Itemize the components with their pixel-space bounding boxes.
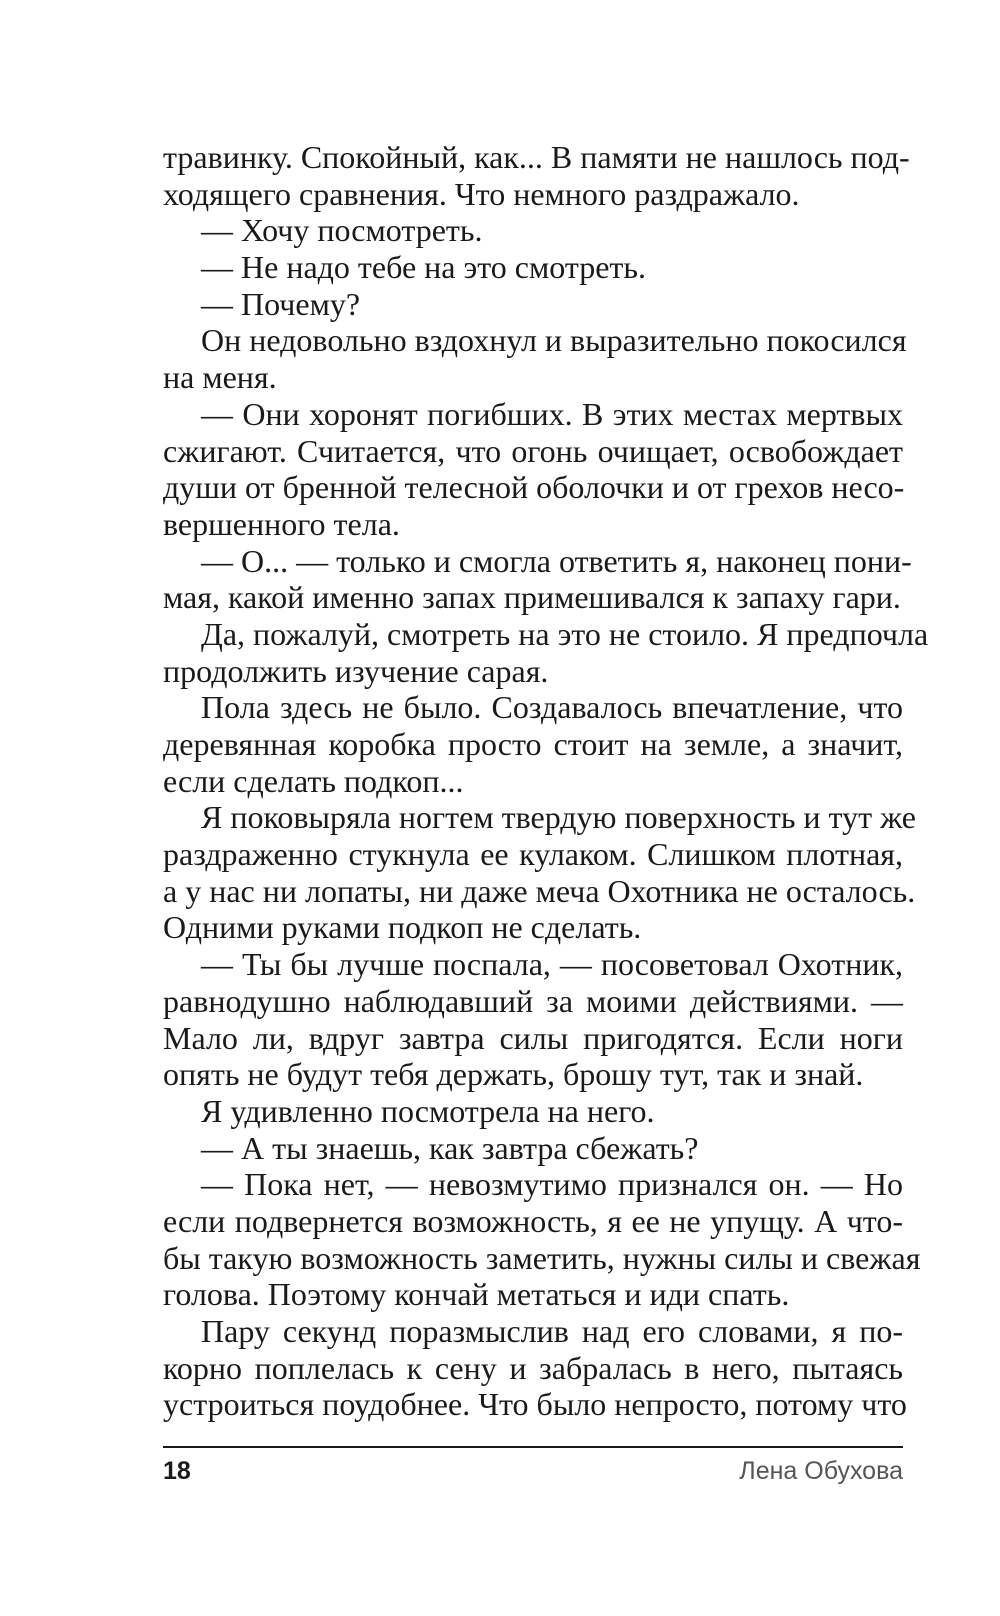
text-line: устроиться поудобнее. Что было непросто, потому что <box>163 1386 907 1423</box>
text-line: — Пока нет, — невозмутимо признался он. — Но <box>201 1166 903 1203</box>
text-line: — Почему? <box>201 285 361 322</box>
text-line: — Хочу посмотреть. <box>201 212 483 249</box>
text-line: души от бренной телесной оболочки и от грехов несо- <box>163 469 905 506</box>
text-line: Да, пожалуй, смотреть на это не стоило. Я предпочла <box>201 615 929 652</box>
text-line: ходящего сравнения. Что немного раздражало. <box>163 175 800 212</box>
text-line: продолжить изучение сарая. <box>163 652 549 689</box>
text-line: — Они хоронят погибших. В этих местах мертвых <box>201 395 903 432</box>
text-line: — Не надо тебе на это смотреть. <box>201 249 646 286</box>
text-line: Я поковыряла ногтем твердую поверхность и тут же <box>201 799 916 836</box>
text-line: деревянная коробка просто стоит на земле, а значит, <box>163 726 903 762</box>
text-line: мая, какой именно запах примешивался к запаху гари. <box>163 579 901 616</box>
page-number: 18 <box>163 1457 191 1485</box>
text-line: — Ты бы лучше поспала, — посоветовал Охотник, <box>201 946 903 983</box>
text-line: травинку. Спокойный, как... В памяти не нашлось под- <box>163 139 910 175</box>
text-line: Я удивленно посмотрела на него. <box>201 1092 655 1129</box>
text-line: если подвернется возможность, я ее не упущу. А что- <box>163 1202 903 1239</box>
text-line: бы такую возможность заметить, нужны силы и свежая <box>163 1239 921 1276</box>
text-line: Пола здесь не было. Создавалось впечатление, что <box>201 689 903 726</box>
text-line: равнодушно наблюдавший за моими действиями. — <box>163 982 903 1019</box>
text-line: сжигают. Считается, что огонь очищает, освобождает <box>163 432 903 469</box>
body-text <box>163 139 929 1423</box>
text-line: Пару секунд поразмыслив над его словами, я по- <box>201 1313 903 1349</box>
text-line: Мало ли, вдруг завтра силы пригодятся. Если ноги <box>163 1019 903 1056</box>
text-line: корно поплелась к сену и забралась в него, пытаясь <box>163 1349 903 1386</box>
footer-rule <box>163 1446 903 1448</box>
text-line: Одними руками подкоп не сделать. <box>163 909 642 946</box>
text-line: а у нас ни лопаты, ни даже меча Охотника не осталось. <box>163 872 916 909</box>
text-line: на меня. <box>163 359 277 396</box>
text-line: — О... — только и смогла ответить я, наконец пони- <box>201 542 912 579</box>
text-line: опять не будут тебя держать, брошу тут, так и знай. <box>163 1056 864 1093</box>
text-line: — А ты знаешь, как завтра сбежать? <box>201 1129 699 1166</box>
text-line: вершенного тела. <box>163 505 400 542</box>
text-line: если сделать подкоп... <box>163 762 464 799</box>
text-line: Он недовольно вздохнул и выразительно покосился <box>201 322 907 359</box>
text-line: голова. Поэтому кончай метаться и иди спать. <box>163 1276 790 1313</box>
text-line: раздраженно стукнула ее кулаком. Слишком плотная, <box>163 836 903 873</box>
running-footer-author: Лена Обухова <box>739 1457 903 1485</box>
